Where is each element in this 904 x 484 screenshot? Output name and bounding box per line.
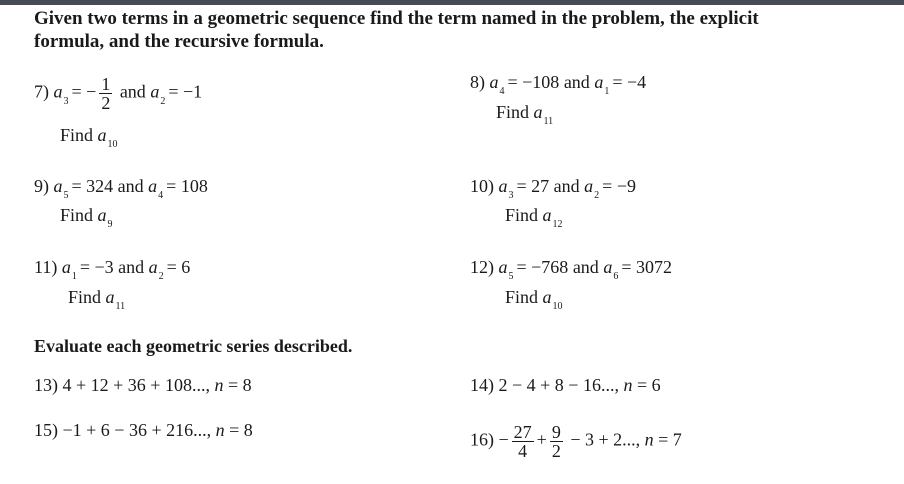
problem-11: 11) $a_1 = -3$ and $a_2 = 6$ xyxy=(34,257,191,282)
problem-11-find: Find $a_{11}$ xyxy=(68,287,126,312)
problem-13: 13) 4 + 12 + 36 + 108..., n = 8 xyxy=(34,375,252,395)
problem-8-find: Find $a_{11}$ xyxy=(496,102,554,127)
fraction: $\frac{1}{2}$ xyxy=(101,74,111,113)
instructions-line-1: Given two terms in a geometric sequence find the term named in the problem, the explicit xyxy=(34,8,759,29)
problem-12: 12) $a_5 = -768$ and $a_6 = 3072$ xyxy=(470,257,672,282)
problem-10: 10) $a_3 = 27$ and $a_2 = -9$ xyxy=(470,176,636,201)
problem-10-find: Find $a_{12}$ xyxy=(505,205,563,230)
problem-9-find: Find $a_9$ xyxy=(60,205,113,230)
fraction: $\frac{27}{4}$ xyxy=(513,422,532,461)
problem-14: 14) 2 − 4 + 8 − 16..., n = 6 xyxy=(470,375,661,395)
problem-7-find: Find $a_{10}$ xyxy=(60,125,118,150)
instructions-line-2: formula, and the recursive formula. xyxy=(34,31,324,52)
fraction: $\frac{9}{2}$ xyxy=(551,422,561,461)
window-top-bar xyxy=(0,0,904,5)
problem-8: 8) $a_4 = -108$ and $a_1 = -4$ xyxy=(470,72,647,97)
problem-7: 7) $a_3$ = − $\frac{1}{2}$ and $a_2 = -1$ xyxy=(34,74,203,113)
series-heading: Evaluate each geometric series described. xyxy=(34,336,353,356)
problem-16: 16) − $\frac{27}{4}$ + $\frac{9}{2}$ − 3 + 2..., n = 7 xyxy=(470,422,682,461)
problem-9: 9) $a_5 = 324$ and $a_4 = 108$ xyxy=(34,176,208,201)
problem-15: 15) −1 + 6 − 36 + 216..., n = 8 xyxy=(34,420,253,440)
problem-12-find: Find $a_{10}$ xyxy=(505,287,563,312)
